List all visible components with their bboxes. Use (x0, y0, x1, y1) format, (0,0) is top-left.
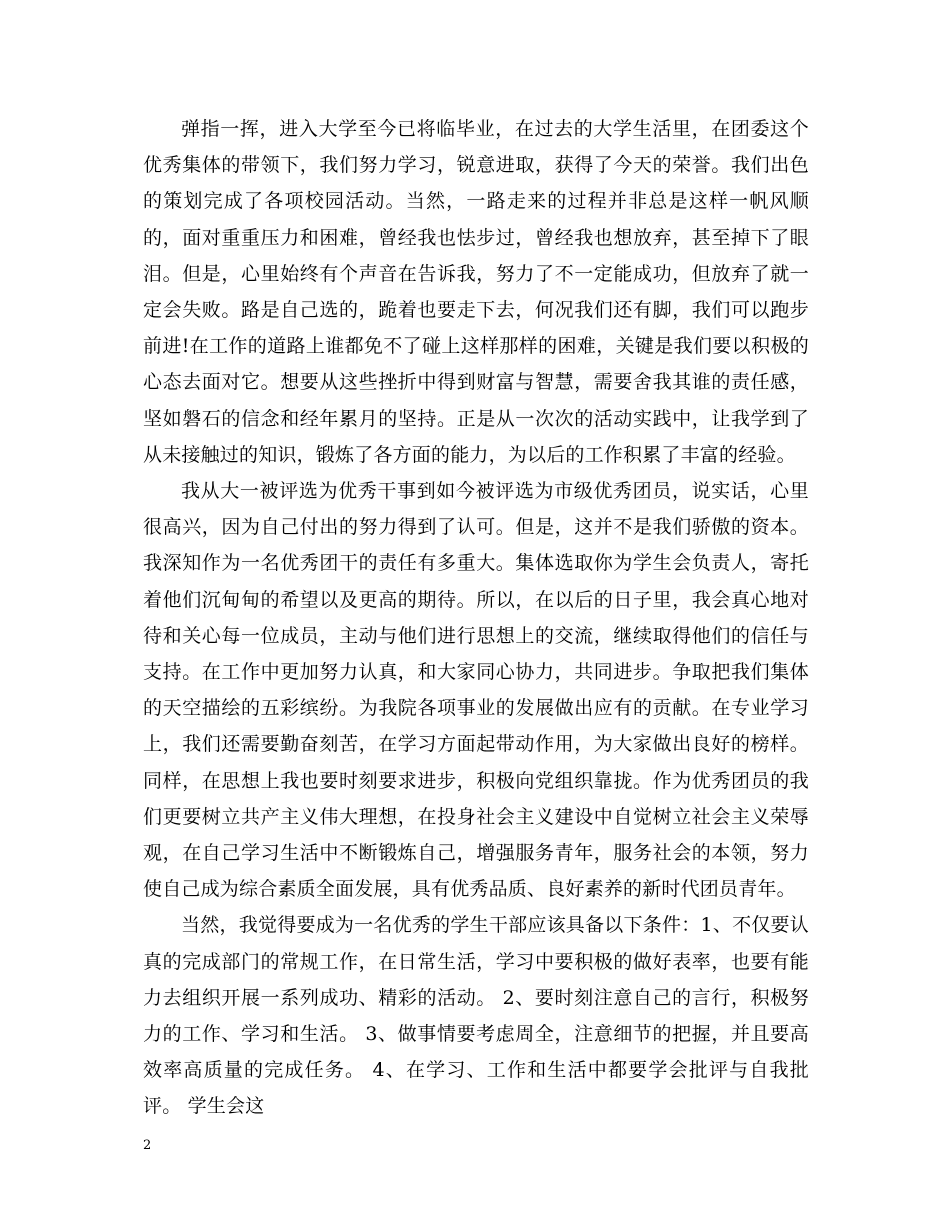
paragraph-3: 当然，我觉得要成为一名优秀的学生干部应该具备以下条件：1、不仅要认真的完成部门的常规工作，在日常生活，学习中要积极的做好表率，也要有能力去组织开展一系列成功、精彩的活动。 2、要时刻注意自己的言行，积极努力的工作、学习和生活。 3、做事情要考虑周全，注意细节的把握，并且要高效率高质量的完成任务。 4、在学习、工作和生活中都要学会批评与自我批评。 学生会这 (143, 914, 809, 1118)
body-text (143, 111, 809, 1125)
page-number: 2 (143, 1138, 152, 1153)
paragraph-2: 我从大一被评选为优秀干事到如今被评选为市级优秀团员，说实话，心里很高兴，因为自己付出的努力得到了认可。但是，这并不是我们骄傲的资本。我深知作为一名优秀团干的责任有多重大。集体选取你为学生会负责人，寄托着他们沉甸甸的希望以及更高的期待。所以，在以后的日子里，我会真心地对待和关心每一位成员，主动与他们进行思想上的交流，继续取得他们的信任与支持。在工作中更加努力认真，和大家同心协力，共同进步。争取把我们集体的天空描绘的五彩缤纷。为我院各项事业的发展做出应有的贡献。在专业学习上，我们还需要勤奋刻苦，在学习方面起带动作用，为大家做出良好的榜样。同样，在思想上我也要时刻要求进步，积极向党组织靠拢。作为优秀团员的我们更要树立共产主义伟大理想，在投身社会主义建设中自觉树立社会主义荣辱观，在自己学习生活中不断锻炼自己，增强服务青年，服务社会的本领，努力使自己成为综合素质全面发展，具有优秀品质、良好素养的新时代团员青年。 (143, 480, 809, 901)
paragraph-1: 弹指一挥，进入大学至今已将临毕业，在过去的大学生活里，在团委这个优秀集体的带领下，我们努力学习，锐意进取，获得了今天的荣誉。我们出色的策划完成了各项校园活动。当然，一路走来的过程并非总是这样一帆风顺的，面对重重压力和困难，曾经我也怯步过，曾经我也想放弃，甚至掉下了眼泪。但是，心里始终有个声音在告诉我，努力了不一定能成功，但放弃了就一定会失败。路是自己选的，跪着也要走下去，何况我们还有脚，我们可以跑步前进!在工作的道路上谁都免不了碰上这样那样的困难，关键是我们要以积极的心态去面对它。想要从这些挫折中得到财富与智慧，需要舍我其谁的责任感，坚如磐石的信念和经年累月的坚持。正是从一次次的活动实践中，让我学到了从未接触过的知识，锻炼了各方面的能力，为以后的工作积累了丰富的经验。 (143, 118, 809, 466)
